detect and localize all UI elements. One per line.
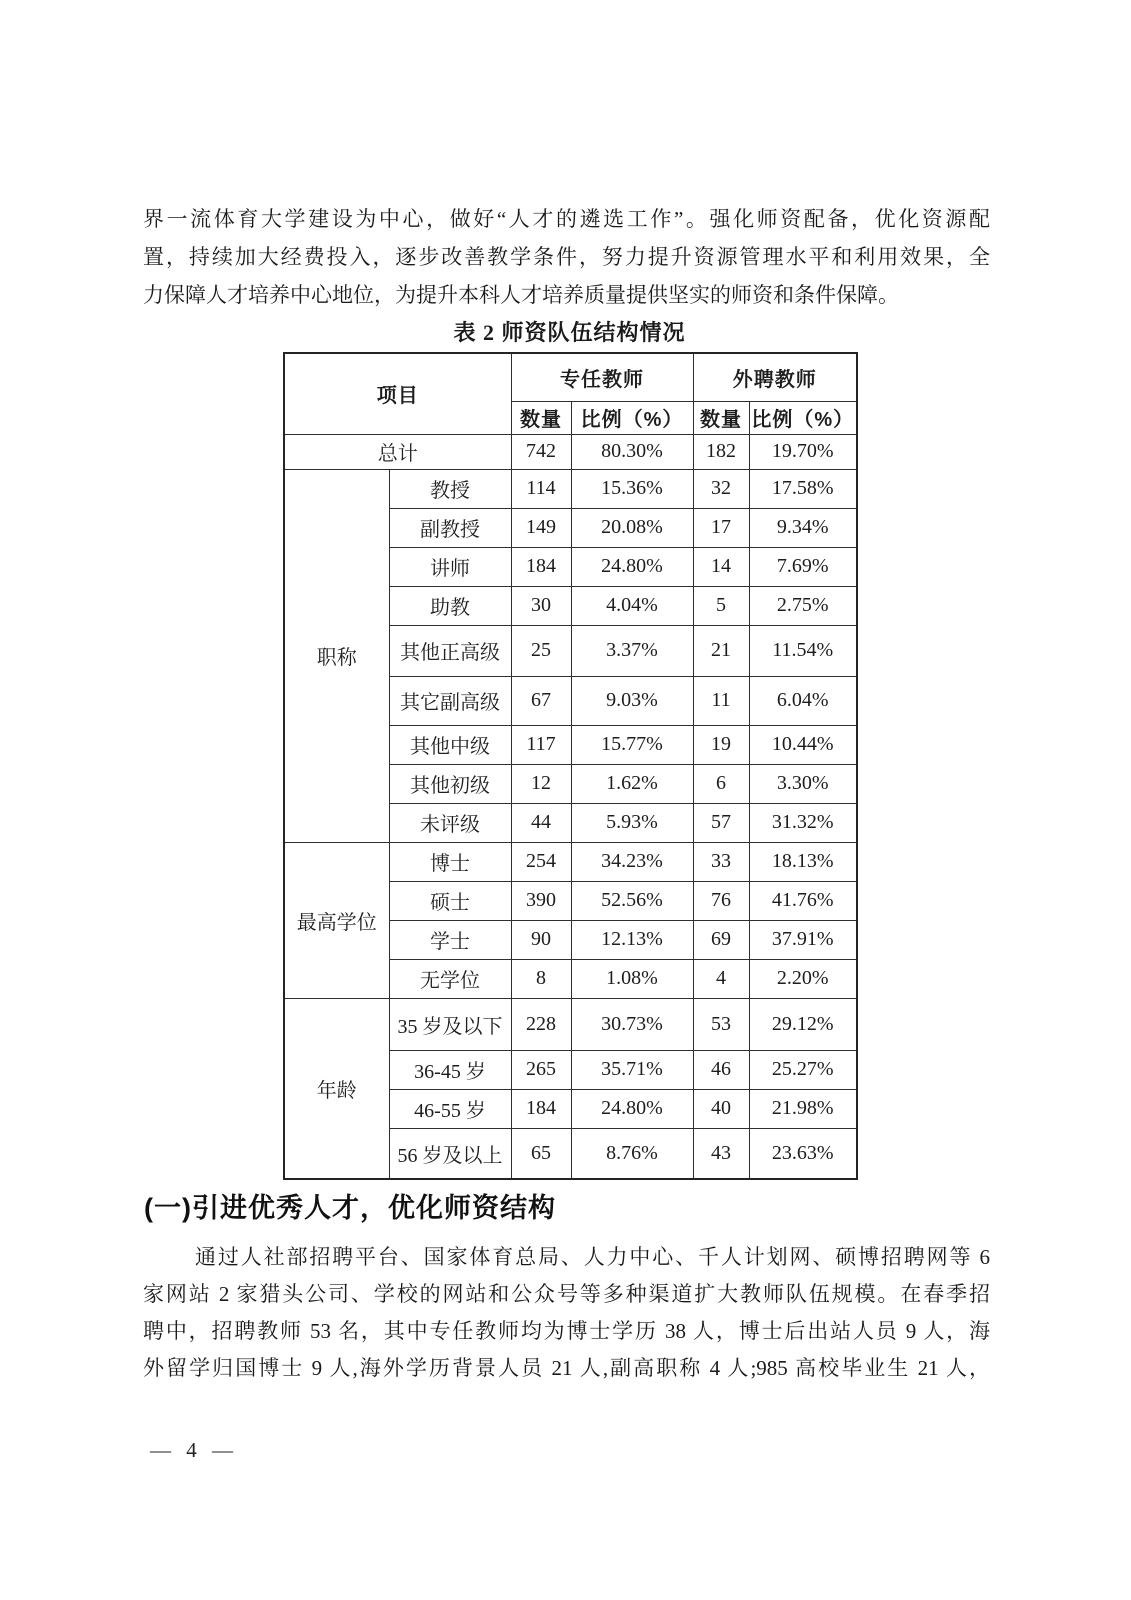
faculty-structure-table <box>283 352 858 1180</box>
row-label-cell: 教授 <box>389 469 511 508</box>
row-label-cell: 博士 <box>389 842 511 881</box>
count-cell: 90 <box>511 920 571 959</box>
count-cell: 228 <box>511 998 571 1050</box>
ratio-cell: 8.76% <box>571 1128 693 1179</box>
ratio-cell: 34.23% <box>571 842 693 881</box>
count-cell: 21 <box>693 625 749 676</box>
ratio-cell: 4.04% <box>571 586 693 625</box>
count-cell: 76 <box>693 881 749 920</box>
ratio-cell: 1.62% <box>571 764 693 803</box>
paragraph-line: 外留学归国博士 9 人,海外学历背景人员 21 人,副高职称 4 人;985 高校毕业生 21 人， <box>143 1356 990 1380</box>
row-label-cell: 46-55 岁 <box>389 1089 511 1128</box>
count-cell: 57 <box>693 803 749 842</box>
ratio-cell: 15.36% <box>571 469 693 508</box>
header-count-external-cell: 数量 <box>693 401 749 434</box>
count-cell: 182 <box>693 434 749 469</box>
header-fulltime-cell: 专任教师 <box>511 353 693 401</box>
row-label-cell: 其它副高级 <box>389 676 511 725</box>
count-cell: 4 <box>693 959 749 998</box>
ratio-cell: 21.98% <box>749 1089 857 1128</box>
row-label-cell: 助教 <box>389 586 511 625</box>
count-cell: 8 <box>511 959 571 998</box>
header-item-cell: 项目 <box>284 353 511 434</box>
count-cell: 265 <box>511 1050 571 1089</box>
table-header-row <box>284 353 857 401</box>
row-label-cell: 总计 <box>284 434 511 469</box>
ratio-cell: 24.80% <box>571 1089 693 1128</box>
paragraph-line: 聘中，招聘教师 53 名，其中专任教师均为博士学历 38 人，博士后出站人员 9 人，海 <box>143 1319 990 1343</box>
header-external-cell: 外聘教师 <box>693 353 857 401</box>
count-cell: 114 <box>511 469 571 508</box>
row-label-cell: 讲师 <box>389 547 511 586</box>
count-cell: 5 <box>693 586 749 625</box>
ratio-cell: 6.04% <box>749 676 857 725</box>
ratio-cell: 9.34% <box>749 508 857 547</box>
count-cell: 6 <box>693 764 749 803</box>
table-row <box>284 469 857 508</box>
ratio-cell: 12.13% <box>571 920 693 959</box>
count-cell: 33 <box>693 842 749 881</box>
ratio-cell: 3.30% <box>749 764 857 803</box>
count-cell: 19 <box>693 725 749 764</box>
ratio-cell: 20.08% <box>571 508 693 547</box>
recruit-paragraph <box>143 1239 990 1387</box>
ratio-cell: 7.69% <box>749 547 857 586</box>
group-label-cell: 最高学位 <box>284 842 389 998</box>
count-cell: 65 <box>511 1128 571 1179</box>
ratio-cell: 3.37% <box>571 625 693 676</box>
header-ratio-external-cell: 比例（%） <box>749 401 857 434</box>
ratio-cell: 15.77% <box>571 725 693 764</box>
ratio-cell: 24.80% <box>571 547 693 586</box>
row-label-cell: 35 岁及以下 <box>389 998 511 1050</box>
ratio-cell: 23.63% <box>749 1128 857 1179</box>
count-cell: 149 <box>511 508 571 547</box>
ratio-cell: 80.30% <box>571 434 693 469</box>
paragraph-line: 界一流体育大学建设为中心，做好“人才的遴选工作”。强化师资配备，优化资源配 <box>143 207 990 231</box>
paragraph-line: 家网站 2 家猎头公司、学校的网站和公众号等多种渠道扩大教师队伍规模。在春季招 <box>143 1282 990 1306</box>
section-heading: (一)引进优秀人才，优化师资结构 <box>144 1193 556 1223</box>
count-cell: 254 <box>511 842 571 881</box>
ratio-cell: 2.20% <box>749 959 857 998</box>
group-label-cell: 职称 <box>284 469 389 842</box>
count-cell: 742 <box>511 434 571 469</box>
row-label-cell: 其他正高级 <box>389 625 511 676</box>
count-cell: 11 <box>693 676 749 725</box>
paragraph-line: 通过人社部招聘平台、国家体育总局、人力中心、千人计划网、硕博招聘网等 6 <box>195 1245 990 1269</box>
count-cell: 25 <box>511 625 571 676</box>
count-cell: 184 <box>511 547 571 586</box>
ratio-cell: 31.32% <box>749 803 857 842</box>
ratio-cell: 17.58% <box>749 469 857 508</box>
ratio-cell: 35.71% <box>571 1050 693 1089</box>
count-cell: 12 <box>511 764 571 803</box>
ratio-cell: 2.75% <box>749 586 857 625</box>
count-cell: 14 <box>693 547 749 586</box>
table-row-total <box>284 434 857 469</box>
header-count-fulltime-cell: 数量 <box>511 401 571 434</box>
count-cell: 67 <box>511 676 571 725</box>
ratio-cell: 30.73% <box>571 998 693 1050</box>
ratio-cell: 9.03% <box>571 676 693 725</box>
table-title: 表 2 师资队伍结构情况 <box>453 320 686 345</box>
page-number: — 4 — <box>150 1438 238 1462</box>
count-cell: 43 <box>693 1128 749 1179</box>
ratio-cell: 25.27% <box>749 1050 857 1089</box>
ratio-cell: 5.93% <box>571 803 693 842</box>
row-label-cell: 其他中级 <box>389 725 511 764</box>
row-label-cell: 56 岁及以上 <box>389 1128 511 1179</box>
count-cell: 44 <box>511 803 571 842</box>
paragraph-line: 力保障人才培养中心地位，为提升本科人才培养质量提供坚实的师资和条件保障。 <box>143 283 899 307</box>
count-cell: 184 <box>511 1089 571 1128</box>
count-cell: 40 <box>693 1089 749 1128</box>
count-cell: 390 <box>511 881 571 920</box>
ratio-cell: 11.54% <box>749 625 857 676</box>
intro-paragraph <box>143 200 990 314</box>
count-cell: 46 <box>693 1050 749 1089</box>
row-label-cell: 学士 <box>389 920 511 959</box>
table-row <box>284 998 857 1050</box>
row-label-cell: 其他初级 <box>389 764 511 803</box>
row-label-cell: 36-45 岁 <box>389 1050 511 1089</box>
ratio-cell: 19.70% <box>749 434 857 469</box>
ratio-cell: 1.08% <box>571 959 693 998</box>
count-cell: 69 <box>693 920 749 959</box>
table-row <box>284 842 857 881</box>
count-cell: 32 <box>693 469 749 508</box>
ratio-cell: 18.13% <box>749 842 857 881</box>
row-label-cell: 无学位 <box>389 959 511 998</box>
ratio-cell: 52.56% <box>571 881 693 920</box>
group-label-cell: 年龄 <box>284 998 389 1179</box>
ratio-cell: 10.44% <box>749 725 857 764</box>
row-label-cell: 硕士 <box>389 881 511 920</box>
count-cell: 53 <box>693 998 749 1050</box>
row-label-cell: 未评级 <box>389 803 511 842</box>
paragraph-line: 置，持续加大经费投入，逐步改善教学条件，努力提升资源管理水平和利用效果，全 <box>143 245 990 269</box>
header-ratio-fulltime-cell: 比例（%） <box>571 401 693 434</box>
ratio-cell: 41.76% <box>749 881 857 920</box>
row-label-cell: 副教授 <box>389 508 511 547</box>
ratio-cell: 37.91% <box>749 920 857 959</box>
ratio-cell: 29.12% <box>749 998 857 1050</box>
count-cell: 17 <box>693 508 749 547</box>
count-cell: 117 <box>511 725 571 764</box>
count-cell: 30 <box>511 586 571 625</box>
